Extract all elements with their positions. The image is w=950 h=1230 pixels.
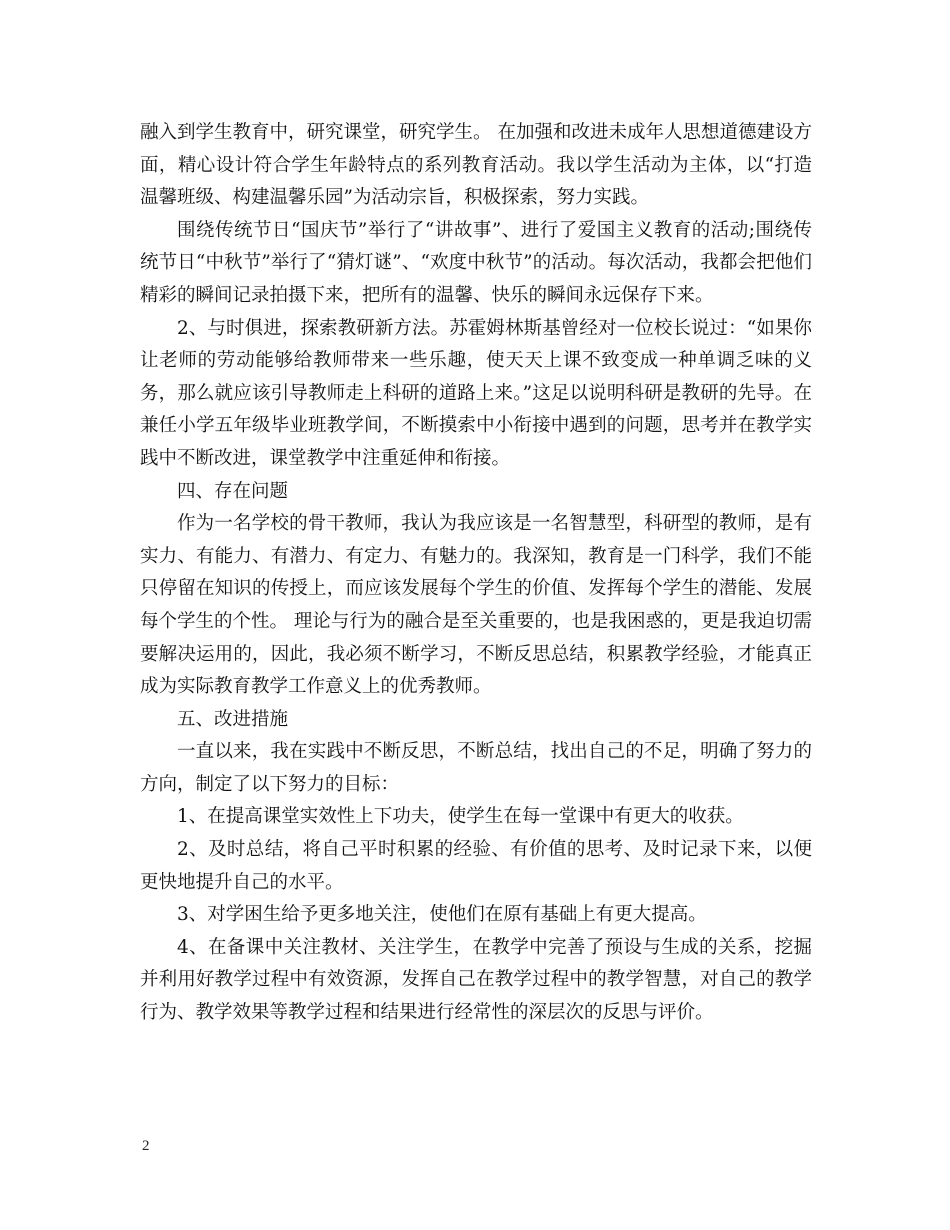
- paragraph-problems: 作为一名学校的骨干教师，我认为我应该是一名智慧型，科研型的教师，是有实力、有能力、有潜力、有定力、有魅力的。我深知，教育是一门科学，我们不能只停留在知识的传授上，而应该发展每个学生的价值、发挥每个学生的潜能、发展每个学生的个性。 理论与行为的融合是至关重要的，也是我困惑的，更是我迫切需要解决运用的，因此，我必须不断学习，不断反思总结，积累教学经验，才能真正成为实际教育教学工作意义上的优秀教师。: [140, 513, 812, 698]
- page-number: 2: [142, 1138, 150, 1154]
- list-item-goal-3: 3、对学困生给予更多地关注，使他们在原有基础上有更大提高。: [177, 904, 707, 926]
- list-item-goal-1: 1、在提高课堂实效性上下功夫，使学生在每一堂课中有更大的收获。: [177, 806, 744, 828]
- list-item-goal-2: 2、及时总结，将自己平时积累的经验、有价值的思考、及时记录下来，以便更快地提升自己的水平。: [140, 839, 812, 893]
- section-heading-problems: 四、存在问题: [177, 480, 289, 502]
- paragraph-continuation: 融入到学生教育中，研究课堂，研究学生。 在加强和改进未成年人思想道德建设方面，精心设计符合学生年龄特点的系列教育活动。我以学生活动为主体，以“打造温馨班级、构建温馨乐园”为活动宗旨，积极探索，努力实践。: [140, 122, 812, 209]
- paragraph-festival-activities: 围绕传统节日“国庆节”举行了“讲故事”、进行了爱国主义教育的活动;围绕传统节日“中秋节”举行了“猜灯谜”、“欢度中秋节”的活动。每次活动，我都会把他们精彩的瞬间记录拍摄下来，把所有的温馨、快乐的瞬间永远保存下来。: [140, 219, 812, 306]
- section-heading-improvements: 五、改进措施: [177, 708, 289, 730]
- document-body: [140, 117, 812, 1030]
- paragraph-improvement-intro: 一直以来，我在实践中不断反思，不断总结，找出自己的不足，明确了努力的方向，制定了以下努力的目标：: [140, 741, 812, 795]
- list-item-goal-4: 4、在备课中关注教材、关注学生，在教学中完善了预设与生成的关系，挖掘并利用好教学过程中有效资源，发挥自己在教学过程中的教学智慧，对自己的教学行为、教学效果等教学过程和结果进行经常性的深层次的反思与评价。: [140, 936, 812, 1024]
- paragraph-teaching-research: 2、与时俱进，探索教研新方法。苏霍姆林斯基曾经对一位校长说过：“如果你让老师的劳动能够给教师带来一些乐趣，使天天上课不致变成一种单调乏味的义务，那么就应该引导教师走上科研的道路上来。”这足以说明科研是教研的先导。在兼任小学五年级毕业班教学间，不断摸索中小衔接中遇到的问题，思考并在教学实践中不断改进，课堂教学中注重延伸和衔接。: [140, 317, 812, 469]
